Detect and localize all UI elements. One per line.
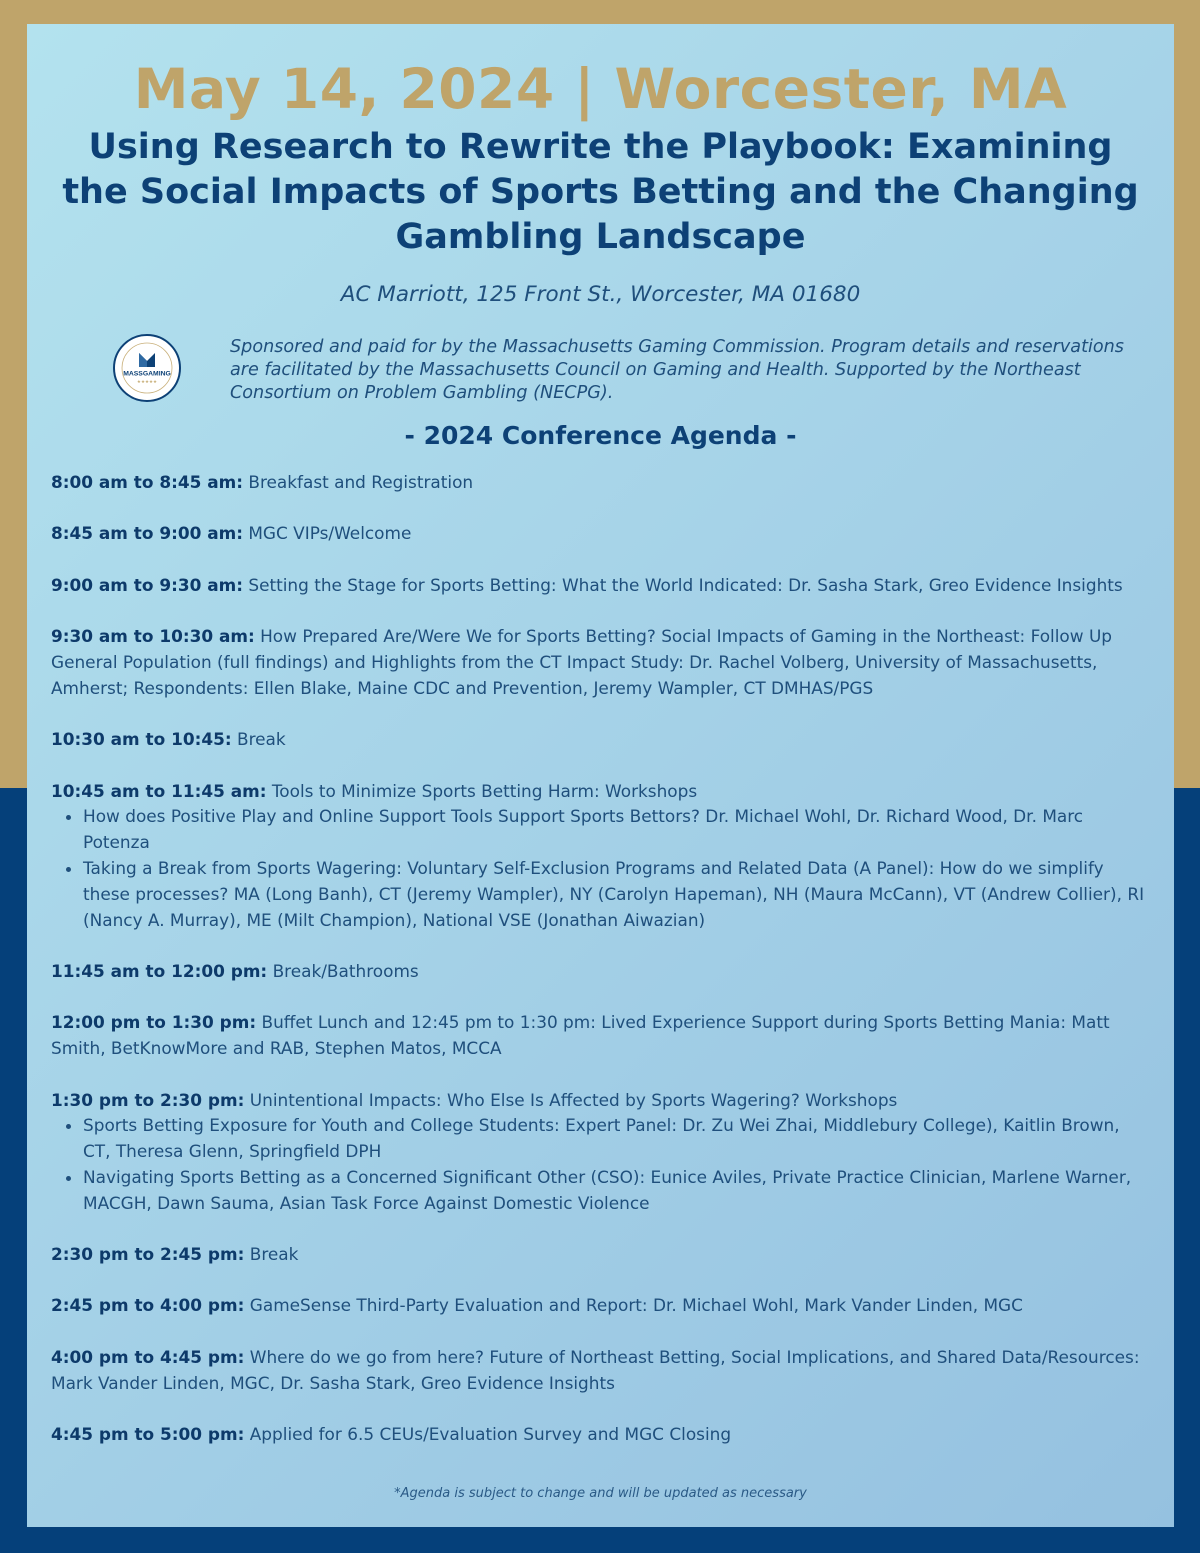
agenda-time: 1:30 pm to 2:30 pm:: [51, 1089, 245, 1110]
agenda-time: 12:00 pm to 1:30 pm:: [51, 1012, 257, 1033]
agenda-item: [51, 573, 1151, 599]
agenda-description: Break: [249, 1244, 299, 1265]
agenda-item-text: [51, 1422, 1151, 1448]
agenda-description: Where do we go from here? Future of Northeast Betting, Social Implications, and Shared Data/Resources: Mark Vander Linden, MGC, Dr. Sasha Stark, Greo Evidence Insights: [51, 1346, 1140, 1393]
agenda-description: Applied for 6.5 CEUs/Evaluation Survey and MGC Closing: [249, 1424, 732, 1445]
agenda-item-text: [51, 470, 1151, 496]
agenda-item: [51, 521, 1151, 547]
agenda-time: 8:00 am to 8:45 am:: [51, 472, 243, 492]
agenda-subitem: • Taking a Break from Sports Wagering: Voluntary Self-Exclusion Programs and Related Data (A Panel): How do we simplify these processes? MA (Long Banh), CT (Jeremy Wampler), NY (Carolyn Hapeman), NH (Maura McCann), VT (Andrew Collier), RI (Nancy A. Murray), ME (Milt Champion), National VSE (Jonathan Aiwazian): [83, 856, 1151, 933]
agenda-description: Breakfast and Registration: [248, 472, 474, 492]
agenda-item-text: [51, 624, 1151, 701]
agenda-sublist: [51, 804, 1151, 933]
agenda-time: 2:45 pm to 4:00 pm:: [51, 1295, 245, 1316]
agenda-item: [51, 1242, 1151, 1268]
agenda-description: GameSense Third-Party Evaluation and Report: Dr. Michael Wohl, Mark Vander Linden, MGC: [249, 1295, 1023, 1316]
event-title: Using Research to Rewrite the Playbook: Examining the Social Impacts of Sports Betting and the Changing Gambling Landscape: [62, 127, 1139, 257]
massgaming-logo-icon: [112, 333, 182, 403]
agenda-time: 9:00 am to 9:30 am:: [51, 574, 243, 595]
event-venue: AC Marriott, 125 Front St., Worcester, MA 01680: [340, 282, 861, 307]
agenda-time: 4:45 pm to 5:00 pm:: [51, 1424, 245, 1445]
agenda-description: Tools to Minimize Sports Betting Harm: Workshops: [271, 780, 698, 801]
agenda-time: 10:30 am to 10:45:: [51, 729, 232, 750]
logo-wordmark: MASSGAMING: [123, 370, 171, 378]
agenda-item-text: [51, 779, 1151, 805]
agenda-description: Setting the Stage for Sports Betting: What the World Indicated: Dr. Sasha Stark, Greo Evidence Insights: [248, 574, 1123, 595]
agenda-heading: - 2024 Conference Agenda -: [404, 421, 797, 450]
agenda-time: 10:45 am to 11:45 am:: [51, 780, 267, 801]
agenda-list: [51, 470, 1151, 1473]
agenda-item: [51, 727, 1151, 753]
agenda-time: 9:30 am to 10:30 am:: [51, 626, 255, 647]
agenda-subitem: • Sports Betting Exposure for Youth and College Students: Expert Panel: Dr. Zu Wei Zhai, Middlebury College), Kaitlin Brown, CT, Theresa Glenn, Springfield DPH: [83, 1113, 1151, 1165]
agenda-item: [51, 779, 1151, 934]
agenda-item-text: [51, 1088, 1151, 1114]
agenda-item-text: [51, 959, 1151, 985]
agenda-description: Break: [236, 729, 286, 750]
agenda-item-text: [51, 1345, 1151, 1397]
flyer-card: [27, 24, 1174, 1527]
agenda-subitem: • How does Positive Play and Online Support Tools Support Sports Bettors? Dr. Michael Wohl, Dr. Richard Wood, Dr. Marc Potenza: [83, 804, 1151, 856]
agenda-time: 11:45 am to 12:00 pm:: [51, 960, 268, 981]
agenda-item: [51, 624, 1151, 701]
agenda-item: [51, 1422, 1151, 1448]
agenda-item: [51, 1345, 1151, 1397]
agenda-time: 8:45 am to 9:00 am:: [51, 523, 243, 544]
agenda-footnote: *Agenda is subject to change and will be updated as necessary: [394, 1486, 807, 1501]
agenda-subitem: • Navigating Sports Betting as a Concerned Significant Other (CSO): Eunice Aviles, Private Practice Clinician, Marlene Warner, MACGH, Dawn Sauma, Asian Task Force Against Domestic Violence: [83, 1165, 1151, 1217]
agenda-item-text: [51, 1010, 1151, 1062]
agenda-time: 4:00 pm to 4:45 pm:: [51, 1346, 245, 1367]
agenda-sublist: [51, 1113, 1151, 1216]
agenda-item: [51, 470, 1151, 496]
agenda-description: How Prepared Are/Were We for Sports Betting? Social Impacts of Gaming in the Northeast: Follow Up General Population (full findings) and Highlights from the CT Impact Study: Dr. Rachel Volberg, University of Massachusetts, Amherst; Respondents: Ellen Blake, Maine CDC and Prevention, Jeremy Wampler, CT DMHAS/PGS: [51, 626, 1113, 698]
agenda-item-text: [51, 727, 1151, 753]
agenda-item: [51, 1293, 1151, 1319]
agenda-item-text: [51, 1293, 1151, 1319]
event-date-location: May 14, 2024 | Worcester, MA: [133, 57, 1068, 121]
agenda-description: Unintentional Impacts: Who Else Is Affected by Sports Wagering? Workshops: [249, 1089, 898, 1110]
agenda-item-text: [51, 573, 1151, 599]
agenda-description: MGC VIPs/Welcome: [248, 523, 412, 544]
agenda-item: [51, 1010, 1151, 1062]
agenda-description: Break/Bathrooms: [272, 960, 419, 981]
svg-text:★★★★★: ★★★★★: [136, 380, 158, 385]
agenda-item-text: [51, 521, 1151, 547]
agenda-time: 2:30 pm to 2:45 pm:: [51, 1244, 245, 1265]
agenda-item: [51, 1088, 1151, 1217]
sponsor-statement: Sponsored and paid for by the Massachusetts Gaming Commission. Program details and reservations are facilitated by the Massachusetts Council on Gaming and Health. Supported by the Northeast Consortium on Problem Gambling (NECPG).: [230, 337, 1124, 403]
agenda-description: Buffet Lunch and 12:45 pm to 1:30 pm: Lived Experience Support during Sports Betting Mania: Matt Smith, BetKnowMore and RAB, Stephen Matos, MCCA: [51, 1012, 1110, 1059]
agenda-item-text: [51, 1242, 1151, 1268]
agenda-item: [51, 959, 1151, 985]
